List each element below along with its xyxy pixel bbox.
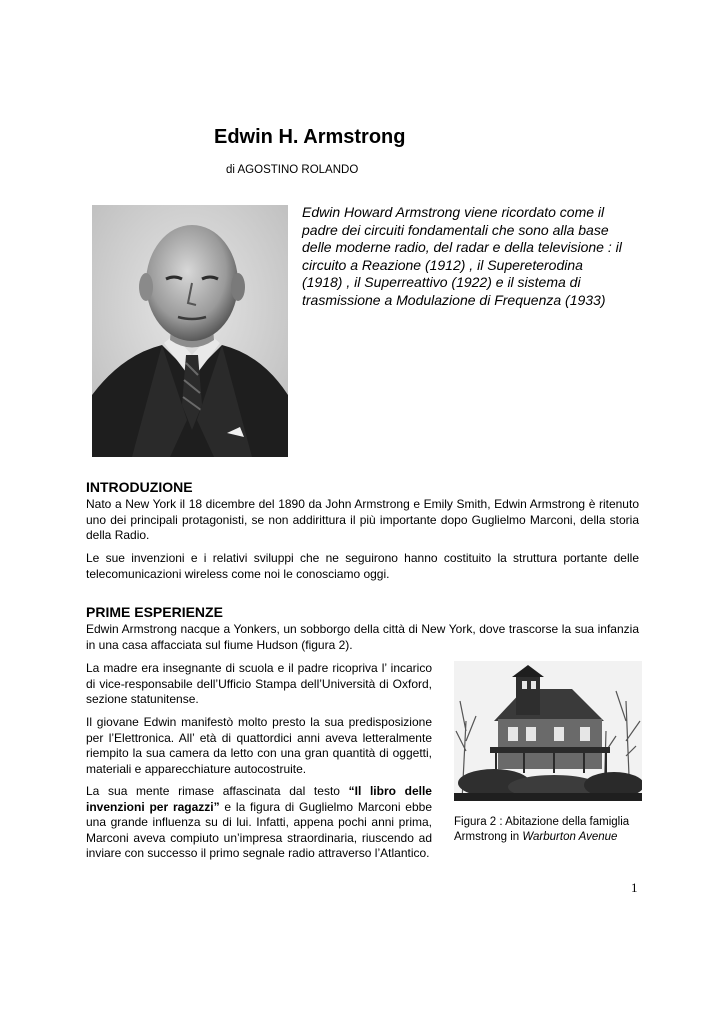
section-heading-prime-esperienze: PRIME ESPERIENZE: [86, 604, 223, 620]
figure-2-caption: [454, 815, 644, 845]
prime-esperienze-paragraph-4: [86, 784, 432, 862]
author-byline: di AGOSTINO ROLANDO: [226, 164, 359, 176]
armstrong-house-photo: [454, 661, 642, 801]
introduzione-paragraph-1: Nato a New York il 18 dicembre del 1890 da John Armstrong e Emily Smith, Edwin Armstrong è ritenuto uno dei principali protagonisti, se non addirittura il più importante dopo Guglielmo Marconi, della storia della Radio.: [86, 497, 639, 542]
book-title: “Il libro delle invenzioni per ragazzi”: [86, 784, 432, 814]
caption-street-name: Warburton Avenue: [522, 831, 618, 843]
caption-text: Figura 2 : Abitazione della famiglia Armstrong in: [454, 816, 630, 843]
prime-esperienze-paragraph-3: Il giovane Edwin manifestò molto presto la sua predisposizione per l’Elettronica. All’ età di quattordici anni aveva letteralmente riempito la sua camera da letto con una gran quantità di oggetti, materiali e apparecchiature autocostruite.: [86, 715, 432, 776]
prime-esperienze-paragraph-2: La madre era insegnante di scuola e il padre ricopriva l’ incarico di vice-responsabile dell’Ufficio Stampa dell’Università di Oxford, sezione statunitense.: [86, 661, 432, 706]
intro-quote-line: Edwin Howard Armstrong viene ricordato come il: [302, 204, 605, 220]
intro-quote: [302, 204, 633, 309]
intro-quote-line: delle moderne radio, del radar e della televisione : il: [302, 239, 622, 255]
intro-quote-line: trasmissione a Modulazione di Frequenza (1933): [302, 291, 606, 308]
section-heading-introduzione: INTRODUZIONE: [86, 479, 193, 495]
introduzione-paragraph-2: Le sue invenzioni e i relativi sviluppi che ne seguirono hanno costituito la struttura portante delle telecomunicazioni wireless come noi le conosciamo oggi.: [86, 551, 639, 581]
intro-quote-line: circuito a Reazione (1912) , il Supereterodina: [302, 256, 583, 273]
armstrong-portrait-photo: [92, 205, 288, 457]
intro-quote-line: padre dei circuiti fondamentali che sono alla base: [302, 221, 609, 238]
paragraph-text: La sua mente rimase affascinata dal testo: [86, 784, 349, 798]
prime-esperienze-paragraph-1: Edwin Armstrong nacque a Yonkers, un sobborgo della città di New York, dove trascorse la sua infanzia in una casa affacciata sul fiume Hudson (figura 2).: [86, 622, 639, 652]
page-number: 1: [631, 880, 638, 895]
document-title: Edwin H. Armstrong: [214, 126, 406, 148]
paragraph-text: e la figura di Guglielmo Marconi ebbe una grande influenza su di lui. Infatti, appena pochi anni prima, Marconi aveva compiuto un’impresa straordinaria, riuscendo ad inviare con successo il primo segnale radio attraverso l’Atlantico.: [86, 799, 432, 860]
intro-quote-line: (1918) , il Superreattivo (1922) e il sistema di: [302, 274, 581, 290]
